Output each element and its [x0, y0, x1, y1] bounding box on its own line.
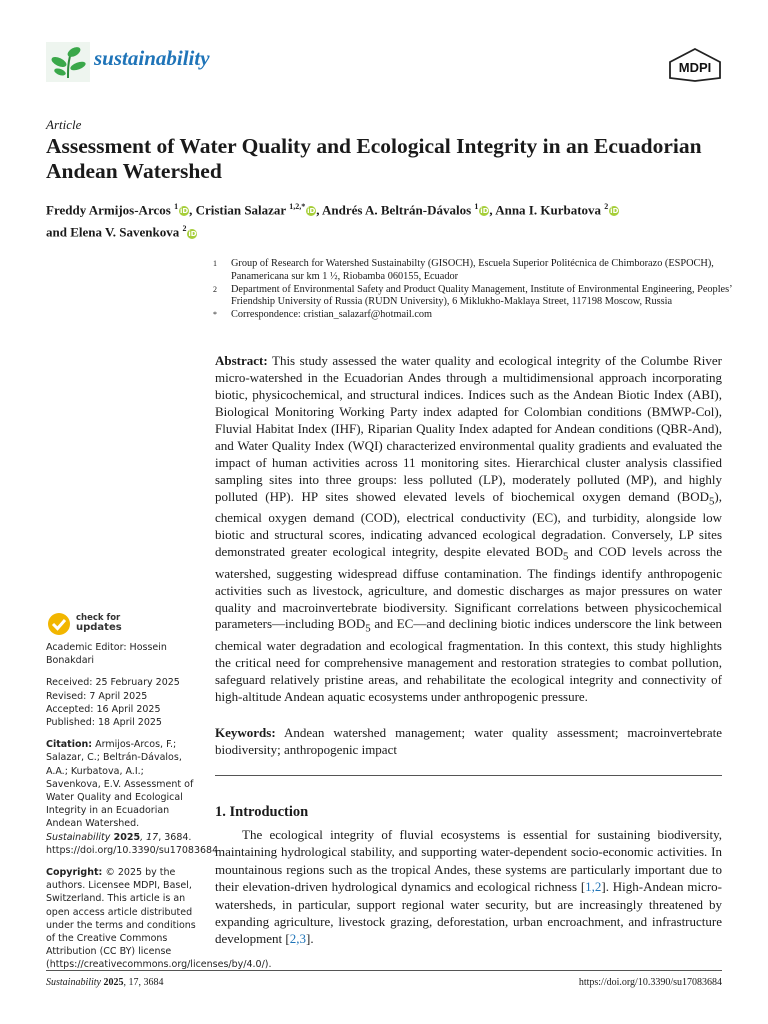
abstract-label: Abstract: — [215, 353, 268, 368]
author-affil: 1 — [174, 202, 179, 211]
author-name: Andrés A. Beltrán-Dávalos — [322, 202, 472, 218]
article-type: Article — [46, 117, 82, 132]
author-affil: 1 — [474, 202, 479, 211]
mdpi-logo-text: MDPI — [678, 60, 712, 75]
intro-paragraph: The ecological integrity of fluvial ecosystems is essential for sustaining biodiversity, maintaining hydrological stability, and supporting water-dependent socio-economic activities. In mountainous regions such as the tropical Andes, these systems are particularly important due to their elevation-driven hydrological dynamics and ecological richness [1,2]. High-Andean micro-watersheds, in particular, support regional water security, but are increasingly threatened by expanding agriculture, livestock grazing, deforestation, urban encroachment, and infrastructure development [2,3]. — [215, 827, 722, 947]
accepted-date: Accepted: 16 April 2025 — [46, 703, 161, 715]
author-name: Elena V. Savenkova — [70, 224, 180, 240]
author-affil: 2 — [604, 202, 609, 211]
orcid-icon[interactable]: iD — [188, 229, 197, 238]
author-name: Freddy Armijos-Arcos — [46, 202, 171, 218]
journal-name: sustainability — [94, 46, 210, 70]
paper-title: Assessment of Water Quality and Ecological Integrity in an Ecuadorian Andean Watershed — [46, 134, 702, 183]
citation-block: Citation: Armijos-Arcos, F.; Salazar, C.; Beltrán-Dávalos, A.A.; Kurbatova, A.I.; Savenkova, E.V. Assessment of Water Quality and Ecological Integrity in an Ecuadorian Andean Watershed. Sustainability 2025, 17, 3684. https://doi.org/10.3390/su17083684 — [46, 739, 219, 856]
affiliation-item: 1 Group of Research for Watershed Sustainabilty (GISOCH), Escuela Superior Politécnica de Chimborazo (ESPOCH), Panamericana sur km 1 ½, Riobamba 060155, Ecuador — [213, 258, 714, 282]
orcid-icon[interactable]: iD — [179, 207, 189, 216]
check-updates-icon — [46, 611, 72, 637]
abstract: Abstract: This study assessed the water quality and ecological integrity of the Columbe River micro-watershed in the Ecuadorian Andes through a multidimensional approach incorporating biotic, physicochemical, and structural indices. Indices such as the Andean Biotic Index (ABI), Biological Monitoring Working Party index adapted for Colombian conditions (BMWP-Col), Fluvial Habitat Index (IHF), Riparian Quality Index adapted for Andean conditions (QBR-And), and Water Quality Index (WQI) characterized environmental quality gradients and evaluated the impact of human activities across 11 monitoring sites. Hierarchical cluster analysis classified sampling sites into three groups: less polluted (LP), moderately polluted (MP), and highly polluted (HP). HP sites showed elevated levels of biochemical oxygen demand $(BOD_5)$, chemical oxygen demand (COD), electrical conductivity (EC), and turbidity, alongside low biotic and structural scores, indicating advanced ecological degradation. Conversely, LP sites demonstrated greater ecological integrity, despite elevated $BOD_5$ and COD levels across the watershed, suggesting widespread diffuse contamination. The findings identify anthropogenic activities such as livestock, agriculture, and domestic discharges as major pressures on water quality and macroinvertebrate biodiversity. Significant correlations between physicochemical parameters—including $BOD_5$ and EC—and declining biotic indices underscore the link between chemical water degradation and ecological fragmentation. In this context, this study highlights the critical need for comprehensive management and restoration strategies to combat pollution, safeguard relatively pristine areas, and rehabilitate the ecological integrity and connectivity of high-altitude Andean aquatic ecosystems under anthropogenic pressure. — [215, 353, 722, 704]
affiliation-item: 2 Department of Environmental Safety and Product Quality Management, Institute of Environmental Engineering, Peoples’ Friendship University of Russia (RUDN University), 6 Miklukho-Maklaya Street, 117198 Moscow, Russia — [213, 283, 732, 308]
author-name: Anna I. Kurbatova — [495, 202, 602, 218]
affiliations — [213, 258, 733, 322]
received-date: Received: 25 February 2025 — [46, 677, 180, 689]
copyright-block: Copyright: © 2025 by the authors. Licensee MDPI, Basel, Switzerland. This article is an open access article distributed under the terms and conditions of the Creative Commons Attribution (CC BY) license (https://creativecommons.org/licenses/by/4.0/). — [46, 867, 272, 971]
footer-doi[interactable]: https://doi.org/10.3390/su17083684 — [578, 977, 722, 988]
check-for-updates-badge[interactable]: check for updates — [46, 611, 166, 637]
keywords-label: Keywords: — [215, 725, 276, 740]
published-date: Published: 18 April 2025 — [46, 717, 162, 729]
orcid-icon[interactable]: iD — [610, 207, 619, 216]
orcid-icon[interactable]: iD — [480, 207, 489, 216]
mdpi-logo — [668, 48, 722, 82]
orcid-icon[interactable]: iD — [307, 207, 316, 216]
correspondence: * Correspondence: cristian_salazarf@hotmail.com — [213, 309, 433, 321]
author-affil: 1,2,* — [289, 202, 306, 211]
section-heading: 1. Introduction — [215, 804, 309, 820]
keywords: Keywords: Andean watershed management; water quality assessment; macroinvertebrate biodiversity; anthropogenic impact — [215, 725, 722, 757]
footer-divider — [46, 970, 722, 971]
sustainability-leaf-logo — [46, 42, 90, 82]
author-name: Cristian Salazar — [195, 202, 286, 218]
footer-citation: Sustainability 2025, 17, 3684 — [46, 977, 164, 988]
author-list: Freddy Armijos-Arcos $^1$iD, Cristian Salazar $^{1,2,*}$iD, Andrés A. Beltrán-Dávalos $^1$iD, Anna I. Kurbatova $^2$iD and Elena V. Savenkova $^2$iD — [46, 202, 619, 240]
academic-editor: Academic Editor: Hossein Bonakdari — [46, 642, 167, 667]
section-divider — [215, 775, 722, 776]
revised-date: Revised: 7 April 2025 — [46, 690, 148, 702]
citation-link[interactable]: 1,2 — [585, 879, 602, 895]
citation-link[interactable]: 2,3 — [289, 931, 306, 947]
author-affil: 2 — [182, 224, 187, 234]
